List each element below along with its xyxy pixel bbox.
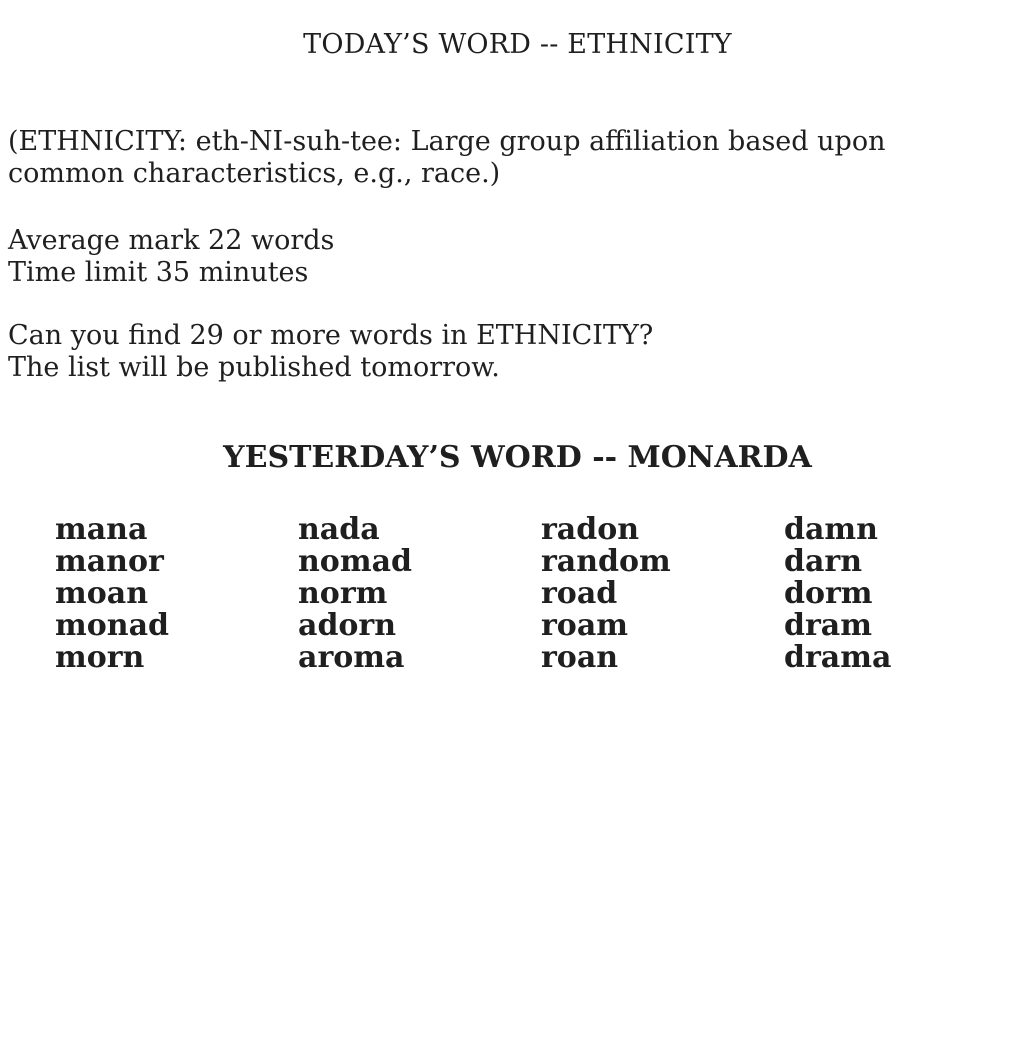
answer-word: damn xyxy=(784,512,878,547)
word-column xyxy=(541,514,784,674)
answer-word: nomad xyxy=(298,544,412,579)
answer-word: aroma xyxy=(298,640,405,675)
answer-word: radon xyxy=(541,512,640,547)
answer-word: manor xyxy=(55,544,164,579)
answer-word: random xyxy=(541,544,671,579)
answer-word: morn xyxy=(55,640,145,675)
answer-word: roam xyxy=(541,608,628,643)
answer-word: drama xyxy=(784,640,892,675)
definition-line-1: (ETHNICITY: eth-NI-suh-tee: Large group affiliation based upon xyxy=(8,126,886,157)
time-limit: Time limit 35 minutes xyxy=(8,257,309,288)
answer-word-grid xyxy=(55,514,1027,674)
answer-word: nada xyxy=(298,512,380,547)
answer-word: adorn xyxy=(298,608,397,643)
yesterdays-word-title: YESTERDAY’S WORD -- MONARDA xyxy=(223,440,812,475)
puzzle-stats xyxy=(8,225,334,289)
answer-word: mana xyxy=(55,512,148,547)
definition-line-2: common characteristics, e.g., race.) xyxy=(8,158,501,189)
answer-word: monad xyxy=(55,608,169,643)
word-column xyxy=(55,514,298,674)
answer-word: dorm xyxy=(784,576,873,611)
todays-word-title: TODAY’S WORD -- ETHNICITY xyxy=(303,29,732,60)
challenge-question: Can you find 29 or more words in ETHNICITY? xyxy=(8,320,654,351)
answer-word: dram xyxy=(784,608,872,643)
word-column xyxy=(784,514,1027,674)
answer-word: darn xyxy=(784,544,863,579)
answer-word: norm xyxy=(298,576,388,611)
answer-word: roan xyxy=(541,640,619,675)
answer-word: road xyxy=(541,576,618,611)
answer-word: moan xyxy=(55,576,149,611)
challenge-text xyxy=(8,320,653,384)
word-column xyxy=(298,514,541,674)
word-definition xyxy=(8,126,1028,190)
average-mark: Average mark 22 words xyxy=(8,225,335,256)
publish-note: The list will be published tomorrow. xyxy=(8,352,500,383)
